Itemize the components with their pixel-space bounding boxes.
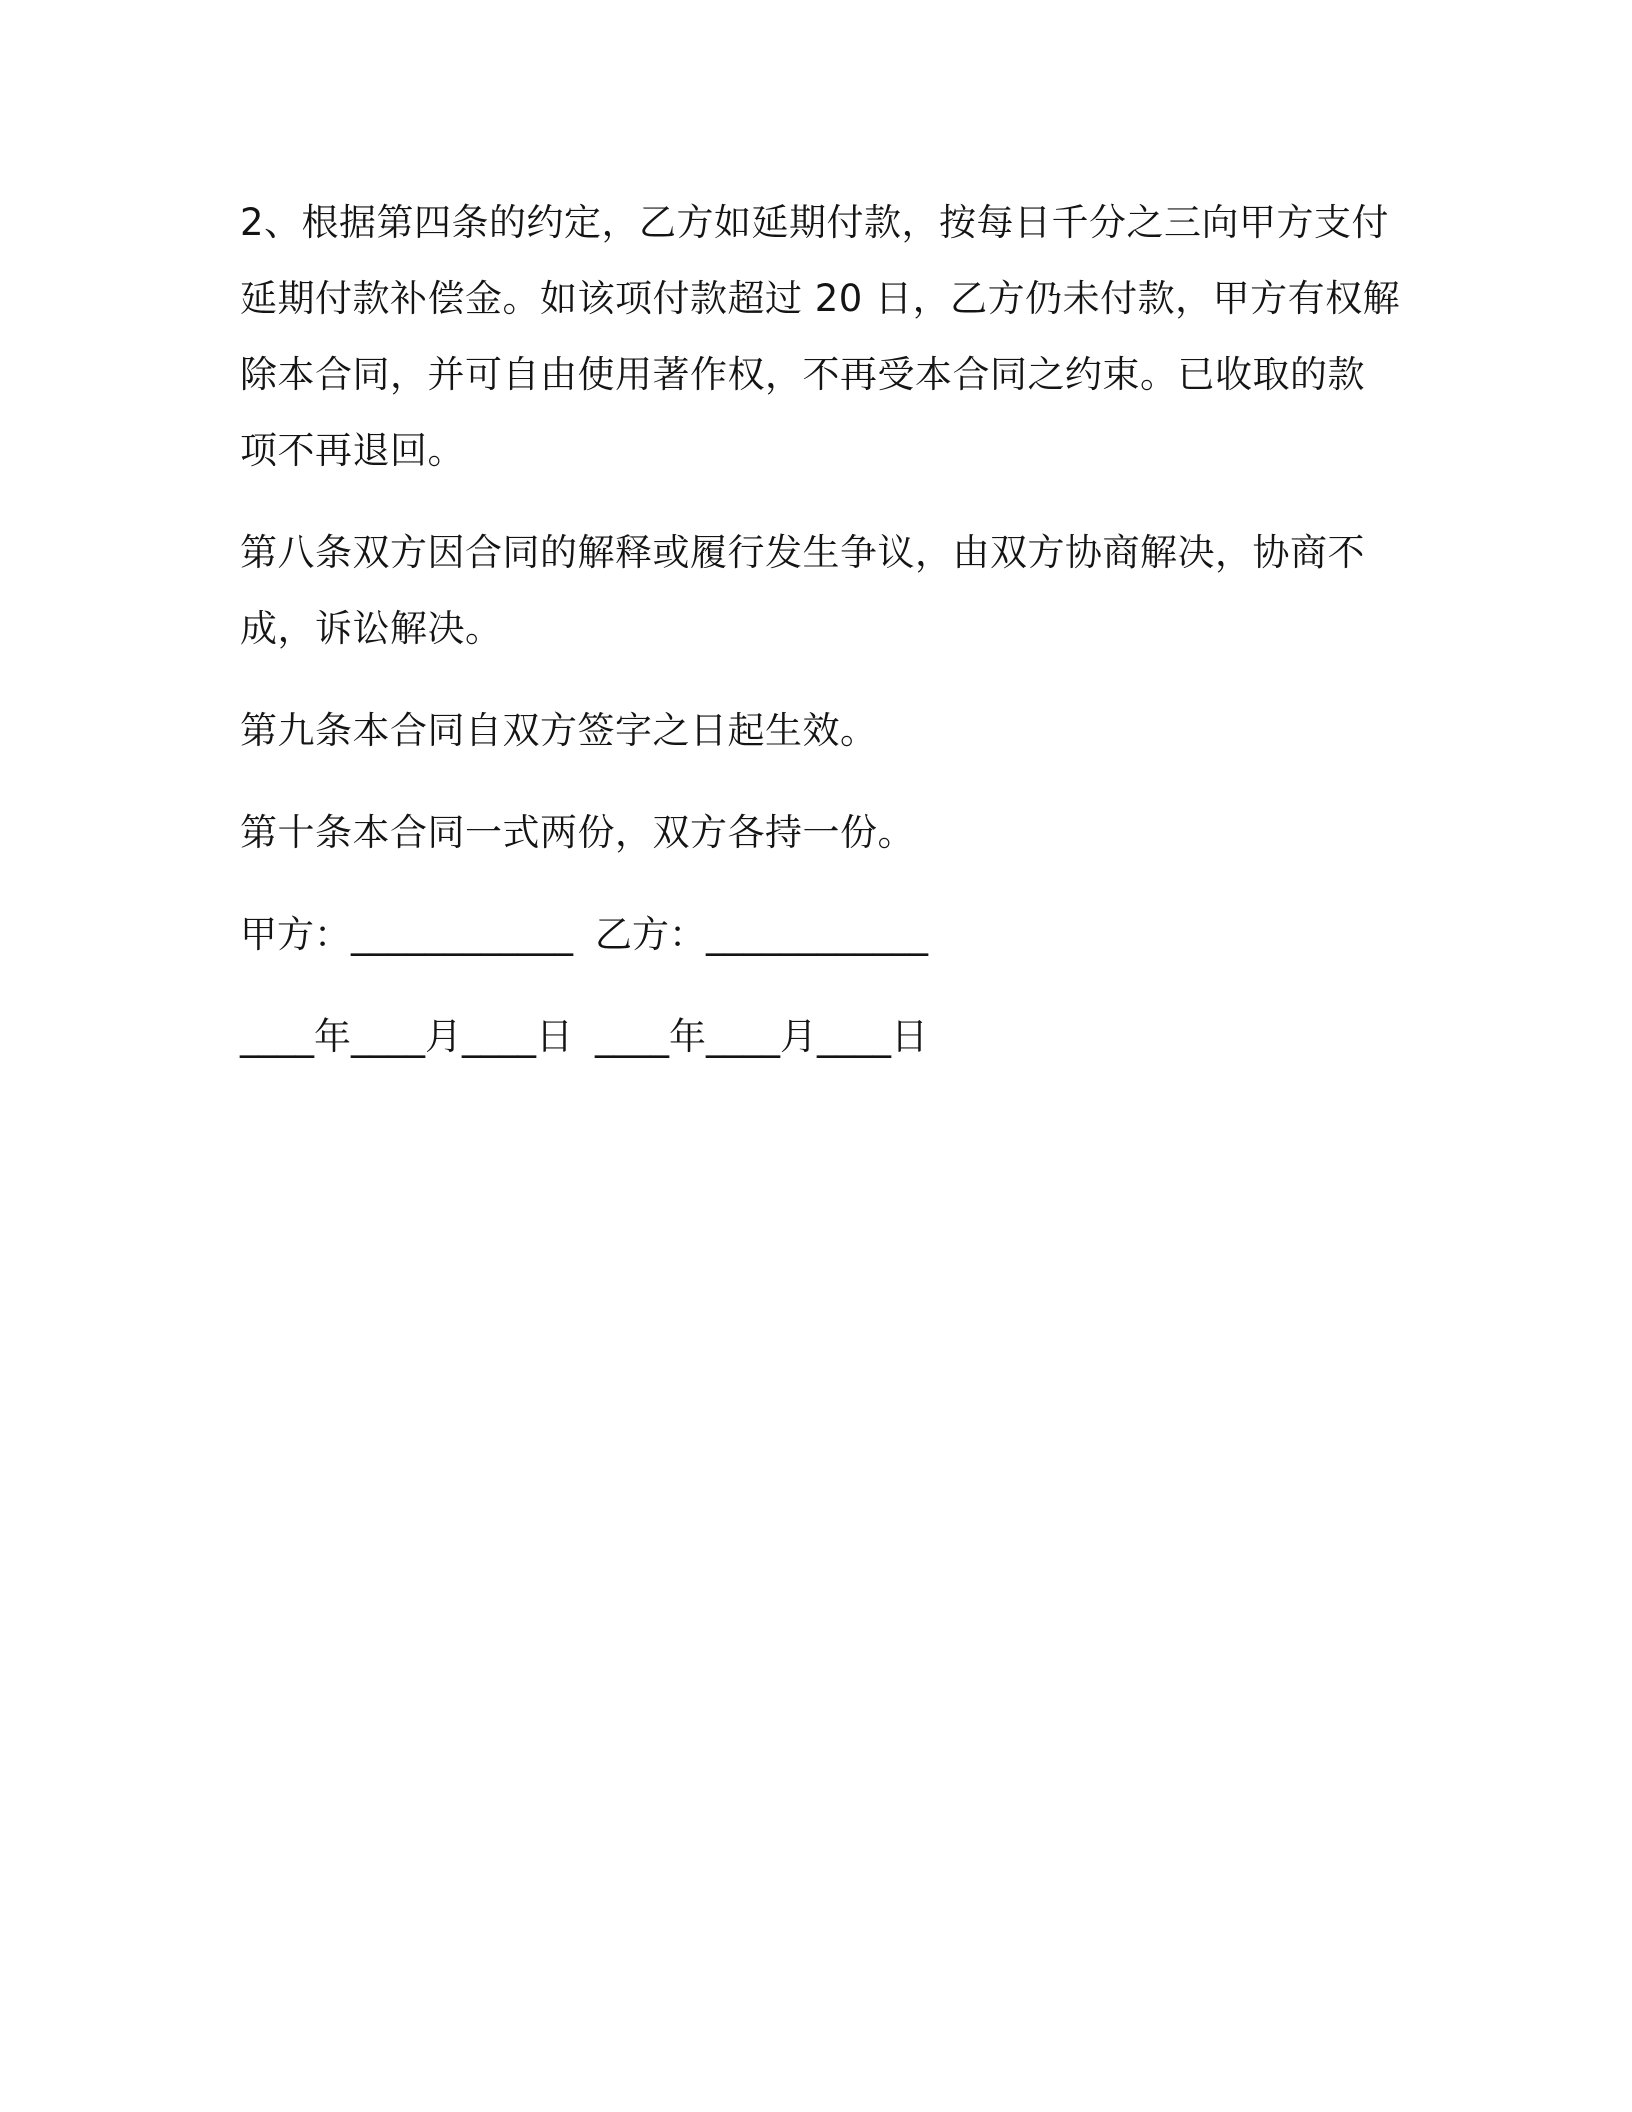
paragraph-payment [240, 185, 1400, 489]
article-8 [240, 515, 1400, 667]
article-9: 第九条本合同自双方签字之日起生效。 [240, 709, 878, 752]
document-page [240, 185, 1400, 1075]
paragraph-line: 除本合同，并可自由使用著作权，不再受本合同之约束。已收取的款 [240, 353, 1365, 396]
paragraph-line: 第八条双方因合同的解释或履行发生争议，由双方协商解决，协商不 [240, 531, 1365, 574]
article-10: 第十条本合同一式两份，双方各持一份。 [240, 811, 915, 854]
paragraph-line: 2、根据第四条的约定，乙方如延期付款，按每日千分之三向甲方支付 [240, 201, 1390, 244]
paragraph-line: 延期付款补偿金。如该项付款超过 20 日，乙方仍未付款，甲方有权解 [240, 277, 1401, 320]
paragraph-line: 项不再退回。 [240, 429, 465, 472]
date-row [240, 999, 1400, 1075]
party-b-date-field: ____年____月____日 [595, 1015, 928, 1058]
party-a-signature-field: 甲方：____________ [240, 913, 573, 956]
signature-row [240, 897, 1400, 973]
paragraph-line: 成，诉讼解决。 [240, 607, 503, 650]
party-a-date-field: ____年____月____日 [240, 1015, 573, 1058]
party-b-signature-field: 乙方：____________ [595, 913, 928, 956]
